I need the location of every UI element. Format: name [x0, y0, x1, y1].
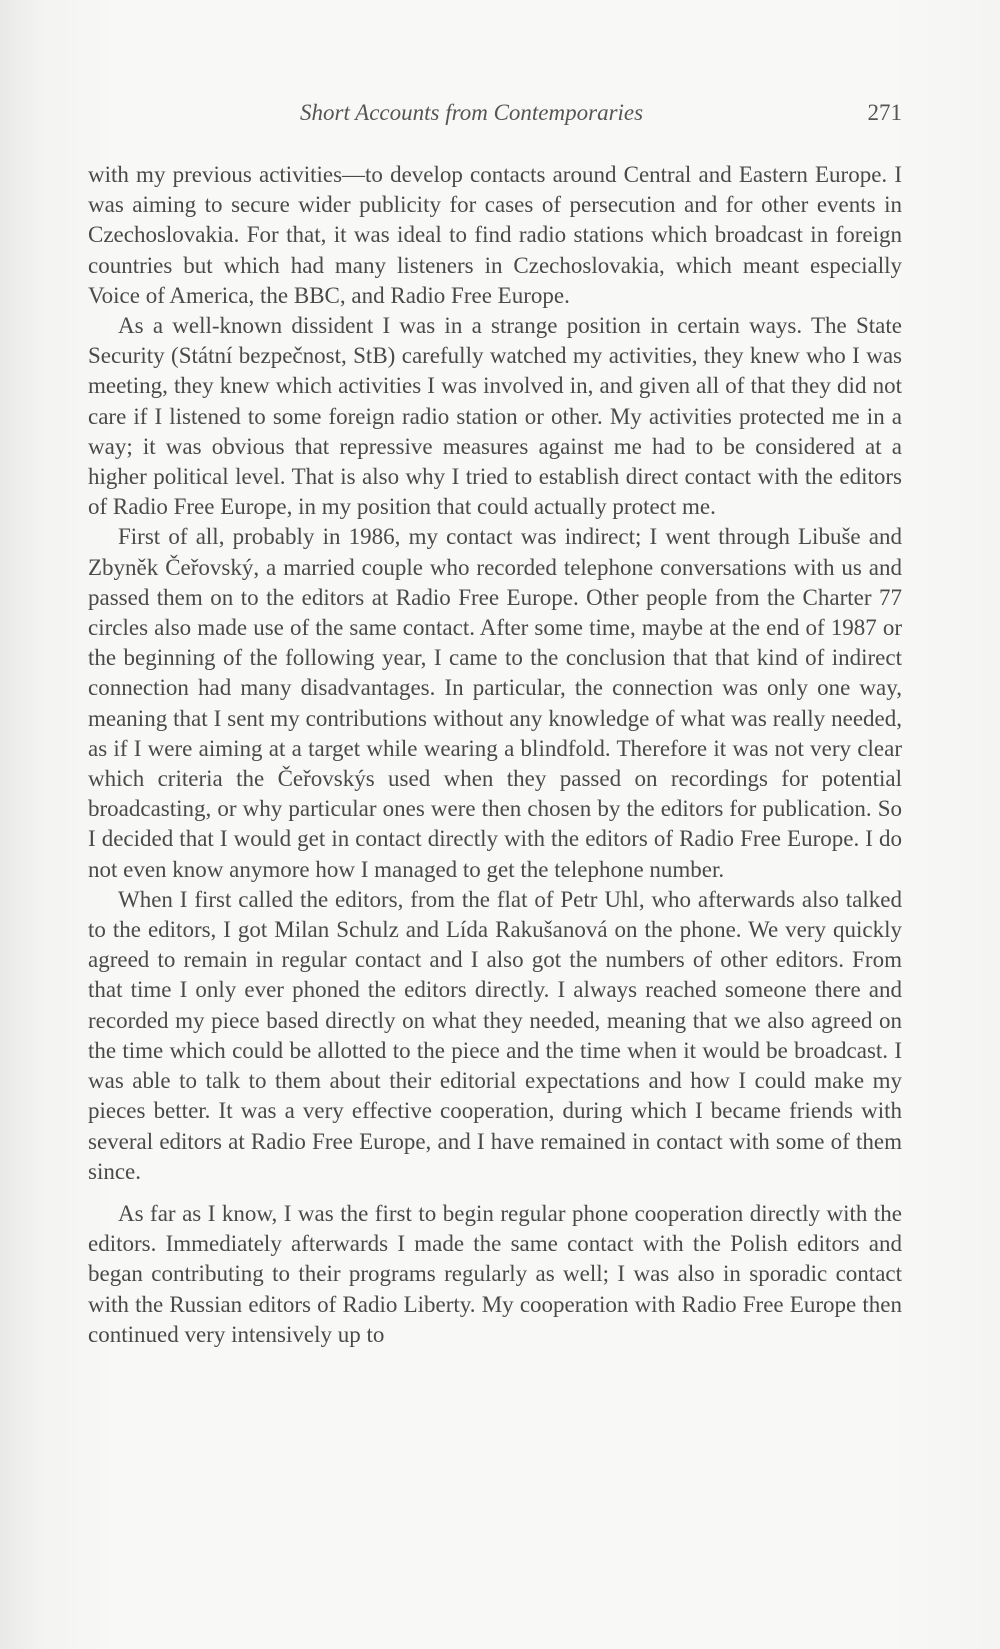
paragraph-3: First of all, probably in 1986, my contact was indirect; I went through Libuše and Zbyněk Čeřovský, a married couple who recorded telephone conversations with us and passed them on to the editors at Radio Free Europe. Other people from the Charter 77 circles also made use of the same contact. After some time, maybe at the end of 1987 or the beginning of the following year, I came to the conclusion that that kind of indirect connection had many disadvantages. In particular, the connection was only one way, meaning that I sent my contributions without any knowledge of what was really needed, as if I were aiming at a target while wearing a blindfold. Therefore it was not very clear which criteria the Čeřovskýs used when they passed on recordings for potential broadcasting, or why particular ones were then chosen by the editors for publication. So I decided that I would get in contact directly with the editors of Radio Free Europe. I do not even know anymore how I managed to get the telephone number. — [88, 524, 902, 882]
page-number: 271 — [867, 100, 902, 125]
paragraph-5: As far as I know, I was the first to begin regular phone cooperation directly with the editors. Immediately afterwards I made the same contact with the Polish editors and began contributing to their programs regularly as well; I was also in sporadic contact with the Russian editors of Radio Liberty. My cooperation with Radio Free Europe then continued very intensively up to — [88, 1200, 902, 1347]
running-head — [88, 100, 902, 140]
paragraph-4: When I first called the editors, from the flat of Petr Uhl, who afterwards also talked to the editors, I got Milan Schulz and Lída Rakušanová on the phone. We very quickly agreed to remain in regular contact and I also got the numbers of other editors. From that time I only ever phoned the editors directly. I always reached someone there and recorded my piece based directly on what they needed, meaning that we also agreed on the time which could be allotted to the piece and the time when it would be broadcast. I was able to talk to them about their editorial expectations and how I could make my pieces better. It was a very effective cooperation, during which I became friends with several editors at Radio Free Europe, and I have remained in contact with some of them since. — [88, 886, 902, 1184]
running-title: Short Accounts from Contemporaries — [300, 100, 644, 125]
body-text — [88, 160, 902, 1350]
paragraph-2: As a well-known dissident I was in a strange position in certain ways. The State Security (Státní bezpečnost, StB) carefully watched my activities, they knew who I was meeting, they knew which activities I was involved in, and given all of that they did not care if I listened to some foreign radio station or other. My activities protected me in a way; it was obvious that repressive measures against me had to be considered at a higher political level. That is also why I tried to establish direct contact with the editors of Radio Free Europe, in my position that could actually protect me. — [88, 313, 902, 520]
paragraph-1: with my previous activities—to develop contacts around Central and Eastern Europe. I was aiming to secure wider publicity for cases of persecution and for other events in Czechoslovakia. For that, it was ideal to find radio stations which broadcast in foreign countries but which had many listeners in Czechoslovakia, which meant especially Voice of America, the BBC, and Radio Free Europe. — [88, 162, 902, 308]
